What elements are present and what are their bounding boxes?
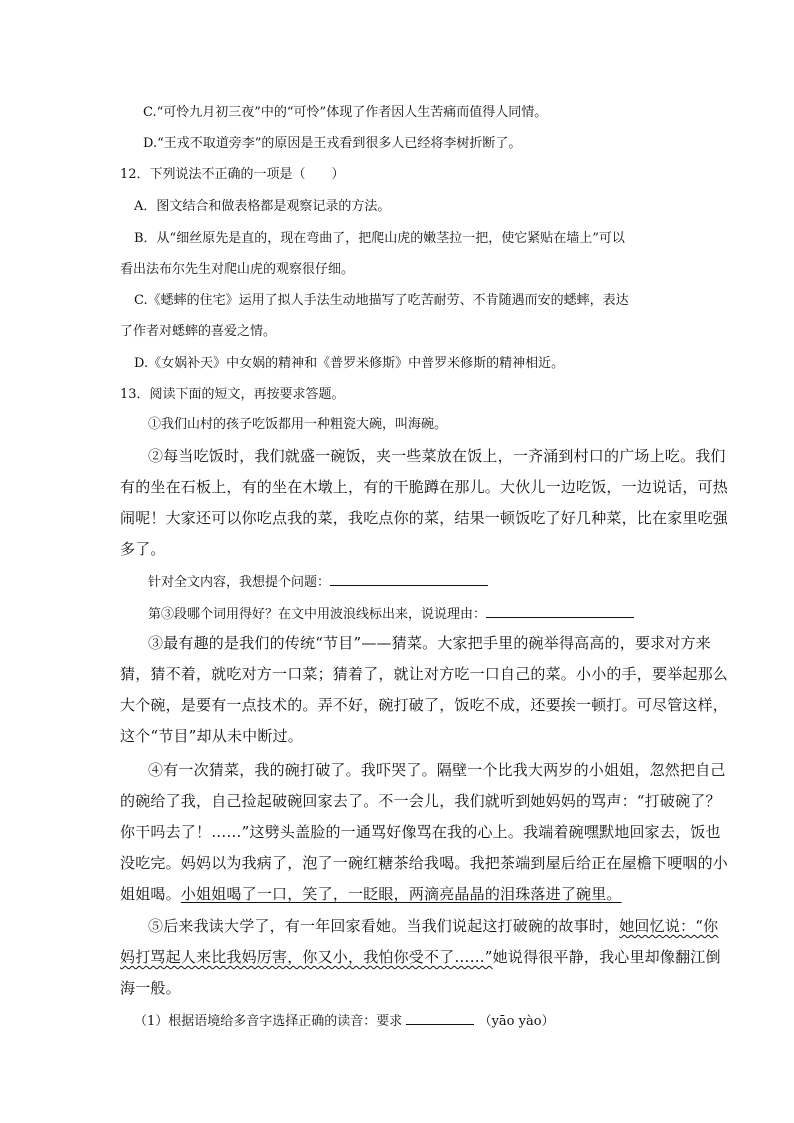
paragraph-4-line5 (120, 884, 622, 904)
paragraph-2-line4: 多了。 (120, 540, 166, 558)
question-prompt (148, 571, 488, 593)
paragraph-5-line1 (148, 916, 718, 936)
paragraph-4-line1: ④有一次猜菜，我的碗打破了。我吓哭了。隔壁一个比我大两岁的小姐姐，忽然把自己 (148, 761, 726, 779)
q12-option-c-line2: 了作者对蟋蟀的喜爱之情。 (120, 324, 277, 339)
paragraph-5-line1-text: ⑤后来我读大学了，有一年回家看她。当我们说起这打破碗的故事时， (148, 917, 620, 935)
underlined-sentence: 小姐姐喝了一口，笑了，一眨眼，两滴亮晶晶的泪珠落进了碗里。 (180, 885, 622, 903)
wavy-underlined-quote-start: 她回忆说：“你 (619, 917, 719, 935)
paragraph-2-line2: 有的坐在石板上，有的坐在木墩上，有的干脆蹲在那儿。大伙儿一边吃饭，一边说话，可热 (120, 478, 729, 496)
paragraph-2-line3: 闹呢！大家还可以你吃点我的菜，我吃点你的菜，结果一顿饭吃了好几种菜，比在家里吃强 (120, 509, 729, 527)
q12-option-b-line1: B．从“细丝原先是直的，现在弯曲了，把爬山虎的嫩茎拉一把，使它紧贴在墙上”可以 (134, 231, 625, 246)
answer-blank-pinyin[interactable] (406, 1010, 474, 1025)
pinyin-options: （yāo yào） (478, 1014, 555, 1029)
paragraph-3-line1: ③最有趣的是我们的传统“节目”——猜菜。大家把手里的碗举得高高的，要求对方来 (148, 634, 711, 652)
paragraph-5-line3: 海一般。 (120, 979, 181, 997)
paragraph-4-line5-text: 姐姐喝。 (120, 885, 181, 903)
question-12-stem: 12．下列说法不正确的一项是（ ） (120, 167, 345, 182)
paragraph-3-line4: 这个“节目”却从未中断过。 (120, 727, 303, 745)
q12-option-b-line2: 看出法布尔先生对爬山虎的观察很仔细。 (120, 262, 355, 277)
paragraph-3-line2: 猜，猜不着，就吃对方一口菜；猜着了，就让对方吃一口自己的菜。小小的手，要举起那么 (120, 665, 729, 683)
q12-option-d: D.《女娲补天》中女娲的精神和《普罗米修斯》中普罗米修斯的精神相近。 (134, 356, 565, 371)
paragraph-3-line3: 大个碗，是要有一点技术的。弄不好，碗打破了，饭吃不成，还要挨一顿打。可尽管这样， (120, 696, 729, 714)
paragraph-1: ①我们山村的孩子吃饭都用一种粗瓷大碗，叫海碗。 (148, 417, 448, 432)
word-choice-label: 第③段哪个词用得好？在文中用波浪线标出来，说说理由： (148, 607, 487, 622)
paragraph-4-line4: 没吃完。妈妈以为我病了，泡了一碗红糖茶给我喝。我把茶端到屋后给正在屋檐下哽咽的小 (120, 854, 729, 872)
question-13-stem: 13．阅读下面的短文，再按要求答题。 (120, 387, 345, 402)
answer-blank-1[interactable] (330, 571, 488, 586)
option-d: D.“王戎不取道旁李”的原因是王戎看到很多人已经将李树折断了。 (143, 136, 522, 151)
paragraph-4-line2: 的碗给了我，自己捡起破碗回家去了。不一会儿，我们就听到她妈妈的骂声：“打破碗了？ (120, 792, 721, 810)
question-prompt-label: 针对全文内容，我想提个问题： (148, 575, 331, 590)
paragraph-5-line2-text: 她说得很平静，我心里却像翻江倒 (492, 948, 721, 966)
option-c: C.“可怜九月初三夜”中的“可怜”体现了作者因人生苦痛而值得人同情。 (143, 105, 548, 120)
paragraph-4-line3: 你干吗去了！……”这劈头盖脸的一通骂好像骂在我的心上。我端着碗嘿默地回家去，饭也 (120, 823, 721, 841)
sub-question-1-label: （1）根据语境给多音字选择正确的读音：要求 (134, 1014, 403, 1029)
wavy-underlined-quote-end: 妈打骂起人来比我妈厉害，你又小，我怕你受不了……” (120, 948, 493, 966)
sub-question-1 (134, 1010, 555, 1032)
q12-option-c-line1: C.《蟋蟀的住宅》运用了拟人手法生动地描写了吃苦耐劳、不肯随遇而安的蟋蟀，表达 (134, 293, 629, 308)
paragraph-5-line2 (120, 947, 721, 967)
paragraph-2-line1: ②每当吃饭时，我们就盛一碗饭，夹一些菜放在饭上，一齐涌到村口的广场上吃。我们 (148, 447, 726, 465)
answer-blank-2[interactable] (486, 603, 634, 618)
word-choice-prompt (148, 603, 634, 625)
q12-option-a: A．图文结合和做表格都是观察记录的方法。 (134, 199, 391, 214)
